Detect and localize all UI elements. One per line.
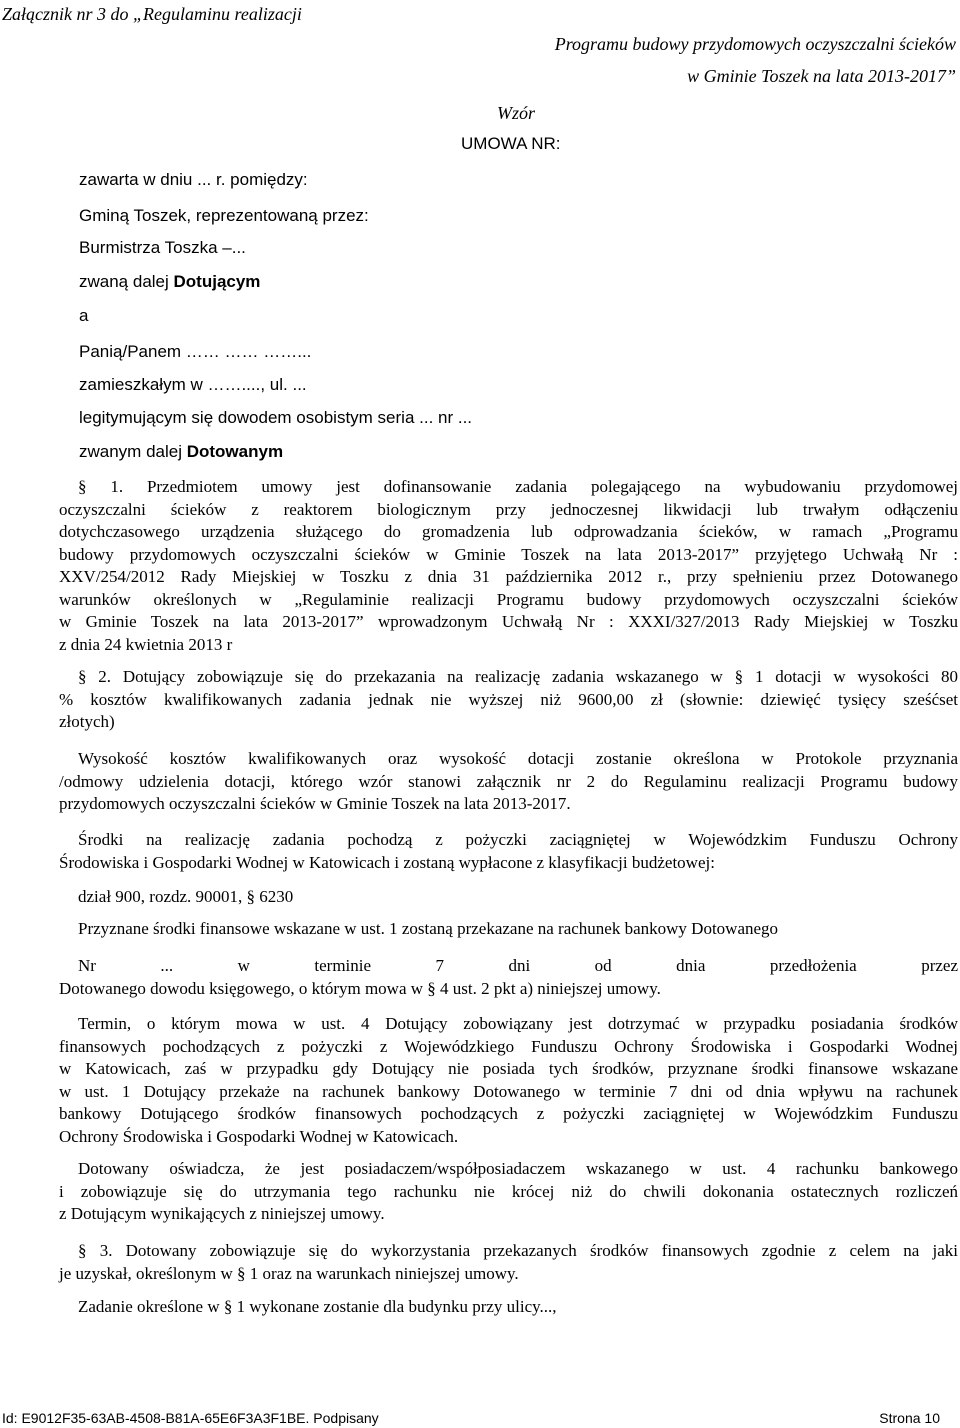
deadline-line: w Katowicach, zaś w przypadku gdy Dotujący nie posiada tych środków, przyznane środki finansowe wskazane — [59, 1059, 958, 1078]
beneficiary-name-line: Panią/Panem …… …… ……... — [79, 342, 312, 361]
account-paragraph — [59, 955, 958, 1000]
deadline-line: bankowy Dotującego środków finansowych pochodzących z pożyczki zaciągniętej w Wojewódzkim Funduszu — [59, 1104, 958, 1123]
deadline-line: Ochrony Środowiska i Gospodarki Wodnej w Katowicach. — [59, 1126, 459, 1146]
paragraph-1-line: § 1. Przedmiotem umowy jest dofinansowanie zadania polegającego na wybudowaniu przydomowej — [78, 477, 958, 496]
account-line: Dotowanego dowodu księgowego, o którym mowa w § 4 ust. 2 pkt a) niniejszej umowy. — [59, 978, 661, 998]
account-line: Nr ... w terminie 7 dni od dnia przedłożenia przez — [78, 956, 958, 975]
budget-classification: dział 900, rozdz. 90001, § 6230 — [78, 887, 294, 906]
paragraph-2-line: złotych) — [59, 712, 115, 731]
paragraph-3-line: je uzyskał, określonym w § 1 oraz na warunkach niniejszej umowy. — [59, 1263, 519, 1283]
declaration-line: i zobowiązuje się do utrzymania tego rachunku nie krócej niż do chwili dokonania ostatecznych rozliczeń — [59, 1181, 958, 1201]
grantor-line: zwaną dalej Dotującym — [79, 272, 261, 291]
mayor-line: Burmistrza Toszka –... — [79, 238, 246, 257]
declaration-line: Dotowany oświadcza, że jest posiadaczem/współposiadaczem wskazanego w ust. 4 rachunku bankowego — [78, 1159, 958, 1178]
deadline-line: w ust. 1 Dotujący przekaże na rachunek bankowy Dotowanego w terminie 7 dni od dnia wpływu na rachunek — [59, 1081, 958, 1101]
paragraph-1 — [59, 476, 958, 656]
document-id-footer: Id: E9012F35-63AB-4508-B81A-65E6F3A3F1BE. Podpisany — [2, 1410, 379, 1426]
deadline-line: Termin, o którym mowa w ust. 4 Dotujący zobowiązany jest dotrzymać w przypadku posiadania środków — [78, 1014, 958, 1033]
template-label: Wzór — [497, 103, 536, 123]
attachment-title: Załącznik nr 3 do „Regulaminu realizacji — [2, 4, 302, 24]
paragraph-2-line: % kosztów kwalifikowanych zadania jednak nie wyższej niż 9600,00 zł (słownie: dziewięć tysięcy sześćset — [59, 689, 958, 709]
municipality-line: Gminą Toszek, reprezentowaną przez: — [79, 206, 369, 225]
paragraph-1-line: XXV/254/2012 Rady Miejskiej w Toszku z dnia 31 października 2012 r., przy spełnieniu przez Dotowanego — [59, 567, 958, 586]
paragraph-1-line: budowy przydomowych oczyszczalni ścieków w Gminie Toszek na lata 2013-2017” przyjętego Uchwałą Nr : — [59, 544, 958, 564]
paragraph-3-line: § 3. Dotowany zobowiązuje się do wykorzystania przekazanych środków finansowych zgodnie z celem na jaki — [78, 1241, 958, 1260]
paragraph-1-line: dotychczasowego urządzenia służącego do gromadzenia lub odprowadzania ścieków, w ramach „Programu — [59, 522, 958, 541]
paragraph-1-line: z dnia 24 kwietnia 2013 r — [59, 634, 233, 654]
paragraph-1-line: warunków określonych w „Regulaminie realizacji Programu budowy przydomowych oczyszczalni ścieków — [59, 589, 958, 609]
qualified-costs-line: przydomowych oczyszczalni ścieków w Gminie Toszek na lata 2013-2017. — [59, 794, 571, 813]
contract-number-title: UMOWA NR: — [461, 134, 561, 153]
beneficiary-address-line: zamieszkałym w ……...., ul. ... — [79, 375, 307, 394]
funds-source-paragraph — [59, 829, 958, 874]
paragraph-2-line: § 2. Dotujący zobowiązuje się do przekazania na realizację zadania wskazanego w § 1 dotacji w wysokości 80 — [78, 667, 958, 686]
declaration-paragraph — [59, 1158, 958, 1226]
grantor-term: Dotującym — [173, 272, 261, 291]
declaration-line: z Dotującym wynikających z niniejszej umowy. — [59, 1204, 385, 1223]
paragraph-3 — [59, 1240, 958, 1285]
conjunction-a: a — [79, 306, 89, 325]
beneficiary-id-line: legitymującym się dowodem osobistym seria ... nr ... — [79, 408, 473, 427]
qualified-costs-paragraph — [59, 748, 958, 816]
qualified-costs-line: Wysokość kosztów kwalifikowanych oraz wysokość dotacji zostanie określona w Protokole przyznania — [78, 749, 958, 768]
beneficiary-term: Dotowanym — [186, 442, 284, 461]
task-address-line: Zadanie określone w § 1 wykonane zostanie dla budynku przy ulicy..., — [78, 1297, 557, 1316]
program-title-line1: Programu budowy przydomowych oczyszczalni ścieków — [554, 34, 956, 54]
contract-date-line: zawarta w dniu ... r. pomiędzy: — [79, 170, 308, 189]
program-title-line2: w Gminie Toszek na lata 2013-2017” — [687, 66, 956, 86]
funds-source-line: Środki na realizację zadania pochodzą z pożyczki zaciągniętej w Wojewódzkim Funduszu Ochrony — [78, 830, 958, 849]
funds-source-line: Środowiska i Gospodarki Wodnej w Katowicach i zostaną wypłacone z klasyfikacji budżetowej: — [59, 852, 715, 872]
deadline-line: finansowych pochodzących z pożyczki z Wojewódzkiego Funduszu Ochrony Środowiska i Gospodarki Wodnej — [59, 1036, 958, 1056]
qualified-costs-line: /odmowy udzielenia dotacji, którego wzór stanowi załącznik nr 2 do Regulaminu realizacji Programu budowy — [59, 771, 958, 791]
paragraph-1-line: oczyszczalni ścieków z reaktorem biologicznym przy jednoczesnej likwidacji lub trwałym odłączeniu — [59, 499, 958, 519]
paragraph-2 — [59, 666, 958, 734]
beneficiary-line: zwanym dalej Dotowanym — [79, 442, 284, 461]
paragraph-1-line: w Gminie Toszek na lata 2013-2017” wprowadzonym Uchwałą Nr : XXXI/327/2013 Rady Miejskiej w Toszku — [59, 612, 958, 631]
page-number: Strona 10 — [879, 1410, 940, 1426]
granted-funds-line: Przyznane środki finansowe wskazane w ust. 1 zostaną przekazane na rachunek bankowy Dotowanego — [78, 919, 779, 938]
deadline-paragraph — [59, 1013, 958, 1148]
